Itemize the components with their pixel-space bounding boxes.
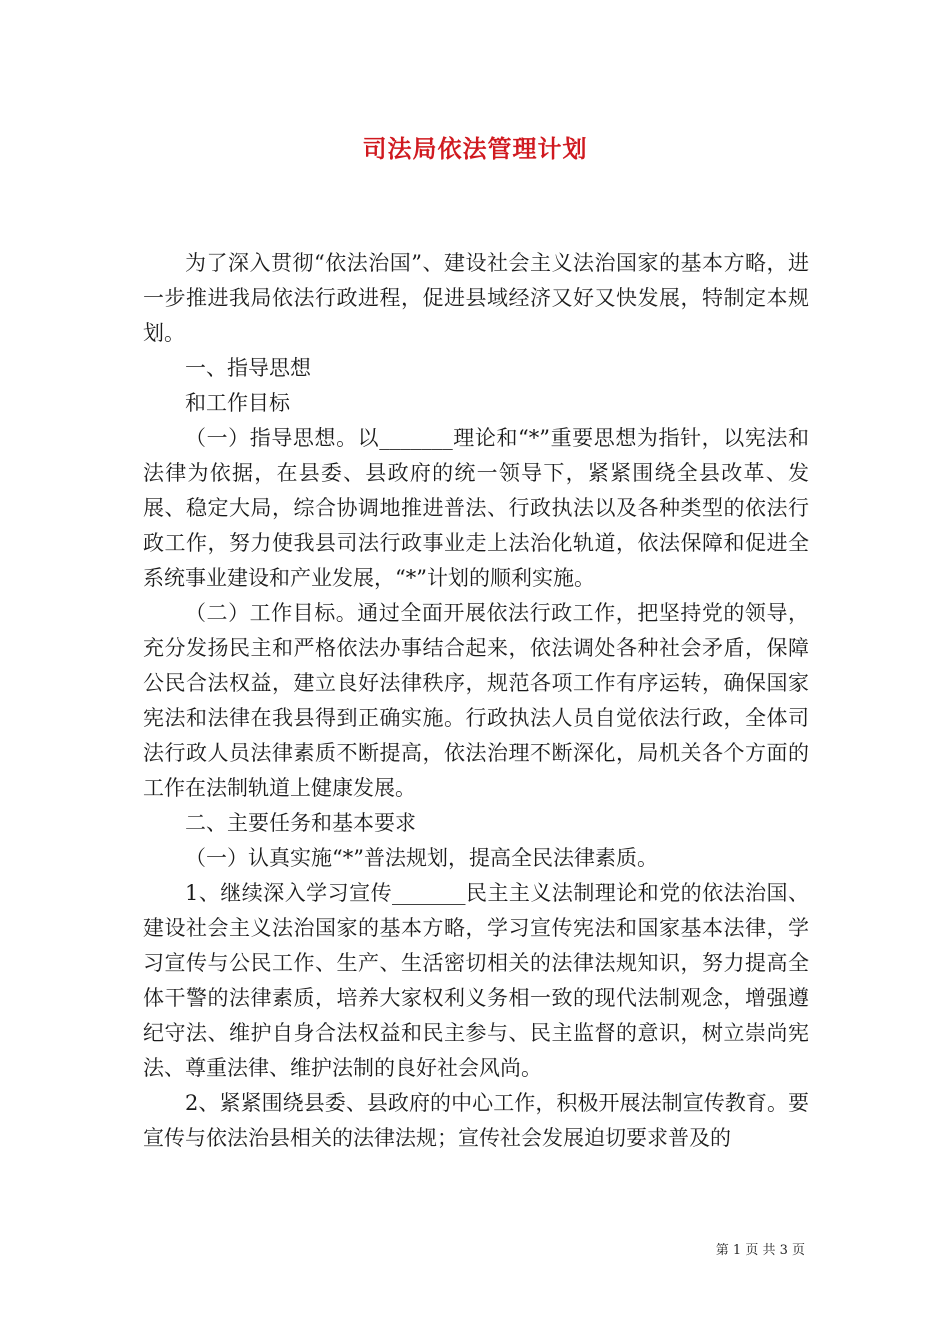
page-indicator: 第 1 页 共 3 页 [715, 1243, 805, 1258]
heading-work-goals: 和工作目标 [185, 391, 290, 415]
paragraph-work-goals: （二）工作目标。通过全面开展依法行政工作，把坚持党的领导，充分发扬民主和严格依法办事结合起来，依法调处各种社会矛盾，保障公民合法权益，建立良好法律秩序，规范各项工作有序运转，确保国家宪法和法律在我县得到正确实施。行政执法人员自觉依法行政，全体司法行政人员法律素质不断提高，依法治理不断深化，局机关各个方面的工作在法制轨道上健康发展。 [143, 601, 809, 800]
document-title: 司法局依法管理计划 [362, 134, 588, 163]
subheading-legal-education: （一）认真实施“*”普法规划，提高全民法律素质。 [185, 846, 658, 870]
paragraph-guiding-thought: （一）指导思想。以_______理论和“*”重要思想为指针，以宪法和法律为依据，在县委、县政府的统一领导下，紧紧围绕全县改革、发展、稳定大局，综合协调地推进普法、行政执法以及各种类型的依法行政工作，努力使我县司法行政事业走上法治化轨道，依法保障和促进全系统事业建设和产业发展，“*”计划的顺利实施。 [143, 426, 809, 590]
paragraph-intro: 为了深入贯彻“依法治国”、建设社会主义法治国家的基本方略，进一步推进我局依法行政进程，促进县域经济又好又快发展，特制定本规划。 [143, 251, 809, 345]
paragraph-item-2: 2、紧紧围绕县委、县政府的中心工作，积极开展法制宣传教育。要宣传与依法治县相关的法律法规；宣传社会发展迫切要求普及的 [143, 1091, 809, 1150]
heading-guiding-thought: 一、指导思想 [185, 356, 311, 380]
document-body [143, 246, 809, 1156]
heading-main-tasks: 二、主要任务和基本要求 [185, 811, 416, 835]
paragraph-item-1: 1、继续深入学习宣传_______民主主义法制理论和党的依法治国、建设社会主义法治国家的基本方略，学习宣传宪法和国家基本法律，学习宣传与公民工作、生产、生活密切相关的法律法规知识，努力提高全体干警的法律素质，培养大家权利义务相一致的现代法制观念，增强遵纪守法、维护自身合法权益和民主参与、民主监督的意识，树立崇尚宪法、尊重法律、维护法制的良好社会风尚。 [143, 881, 809, 1080]
